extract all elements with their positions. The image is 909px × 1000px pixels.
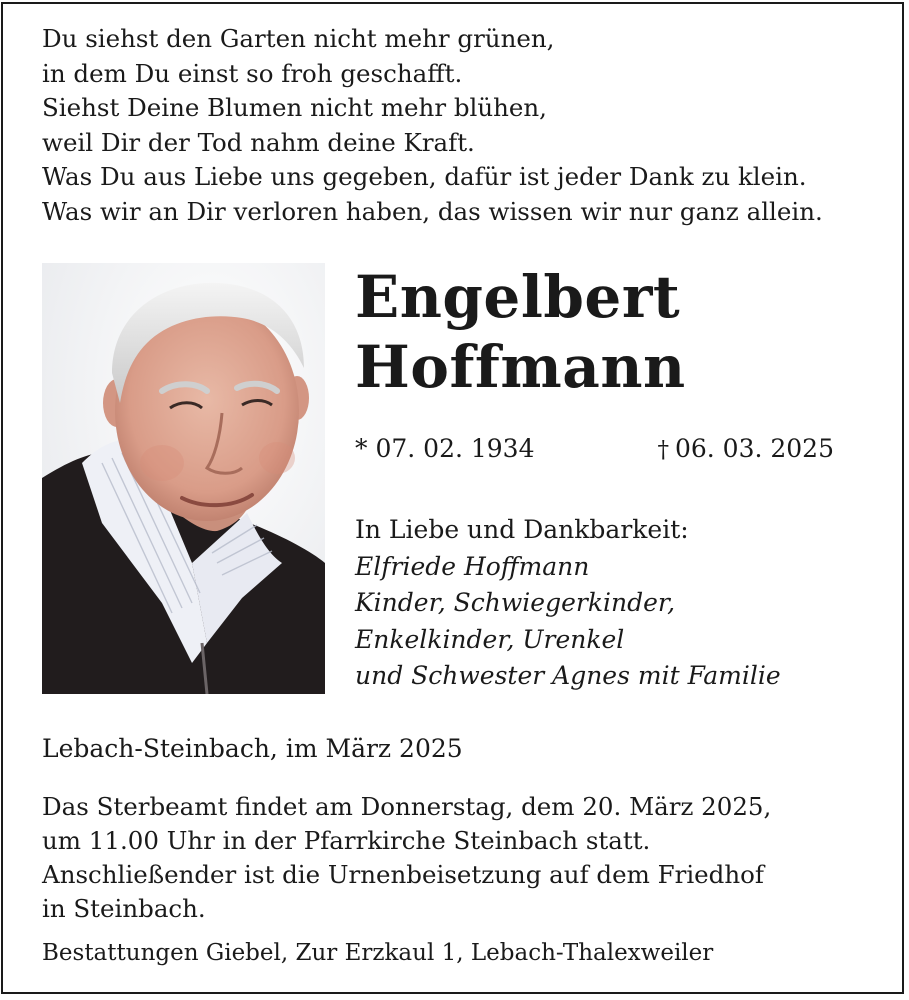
service-line: in Steinbach. <box>42 894 206 923</box>
deceased-first-name: Engelbert <box>355 263 681 331</box>
place-and-date: Lebach-Steinbach, im März 2025 <box>42 734 463 763</box>
mourners-heading: In Liebe und Dankbarkeit: <box>355 515 689 544</box>
birth-symbol: * <box>355 434 368 463</box>
poem-line: in dem Du einst so froh geschafft. <box>42 58 463 88</box>
mourner-line: Enkelkinder, Urenkel <box>355 624 625 654</box>
undertaker-info: Bestattungen Giebel, Zur Erzkaul 1, Lebach-Thalexweiler <box>42 940 714 966</box>
birth-date: 07. 02. 1934 <box>375 434 535 463</box>
life-dates <box>355 434 840 470</box>
death-date-group <box>657 434 834 463</box>
poem-line: Siehst Deine Blumen nicht mehr blühen, <box>42 93 547 123</box>
service-line: um 11.00 Uhr in der Pfarrkirche Steinbach statt. <box>42 826 651 855</box>
mourner-line: Kinder, Schwiegerkinder, <box>355 588 676 618</box>
birth-date-group <box>355 434 535 463</box>
poem-line: Was wir an Dir verloren haben, das wissen wir nur ganz allein. <box>42 196 823 226</box>
poem-line: Du siehst den Garten nicht mehr grünen, <box>42 24 555 53</box>
memorial-poem <box>42 22 892 230</box>
mourners-block <box>355 512 781 695</box>
service-line: Das Sterbeamt findet am Donnerstag, dem 20. März 2025, <box>42 792 772 821</box>
deceased-name <box>355 262 686 402</box>
mourner-line: und Schwester Agnes mit Familie <box>355 661 781 691</box>
poem-line: Was Du aus Liebe uns gegeben, dafür ist jeder Dank zu klein. <box>42 162 807 192</box>
death-date: 06. 03. 2025 <box>674 434 834 463</box>
deceased-last-name: Hoffmann <box>355 333 686 401</box>
funeral-service-info <box>42 790 771 926</box>
deceased-portrait-photo <box>42 263 325 694</box>
cross-icon: † <box>657 437 669 463</box>
poem-line: weil Dir der Tod nahm deine Kraft. <box>42 127 475 157</box>
mourner-line: Elfriede Hoffmann <box>355 551 590 581</box>
service-line: Anschließender ist die Urnenbeisetzung auf dem Friedhof <box>42 860 764 889</box>
